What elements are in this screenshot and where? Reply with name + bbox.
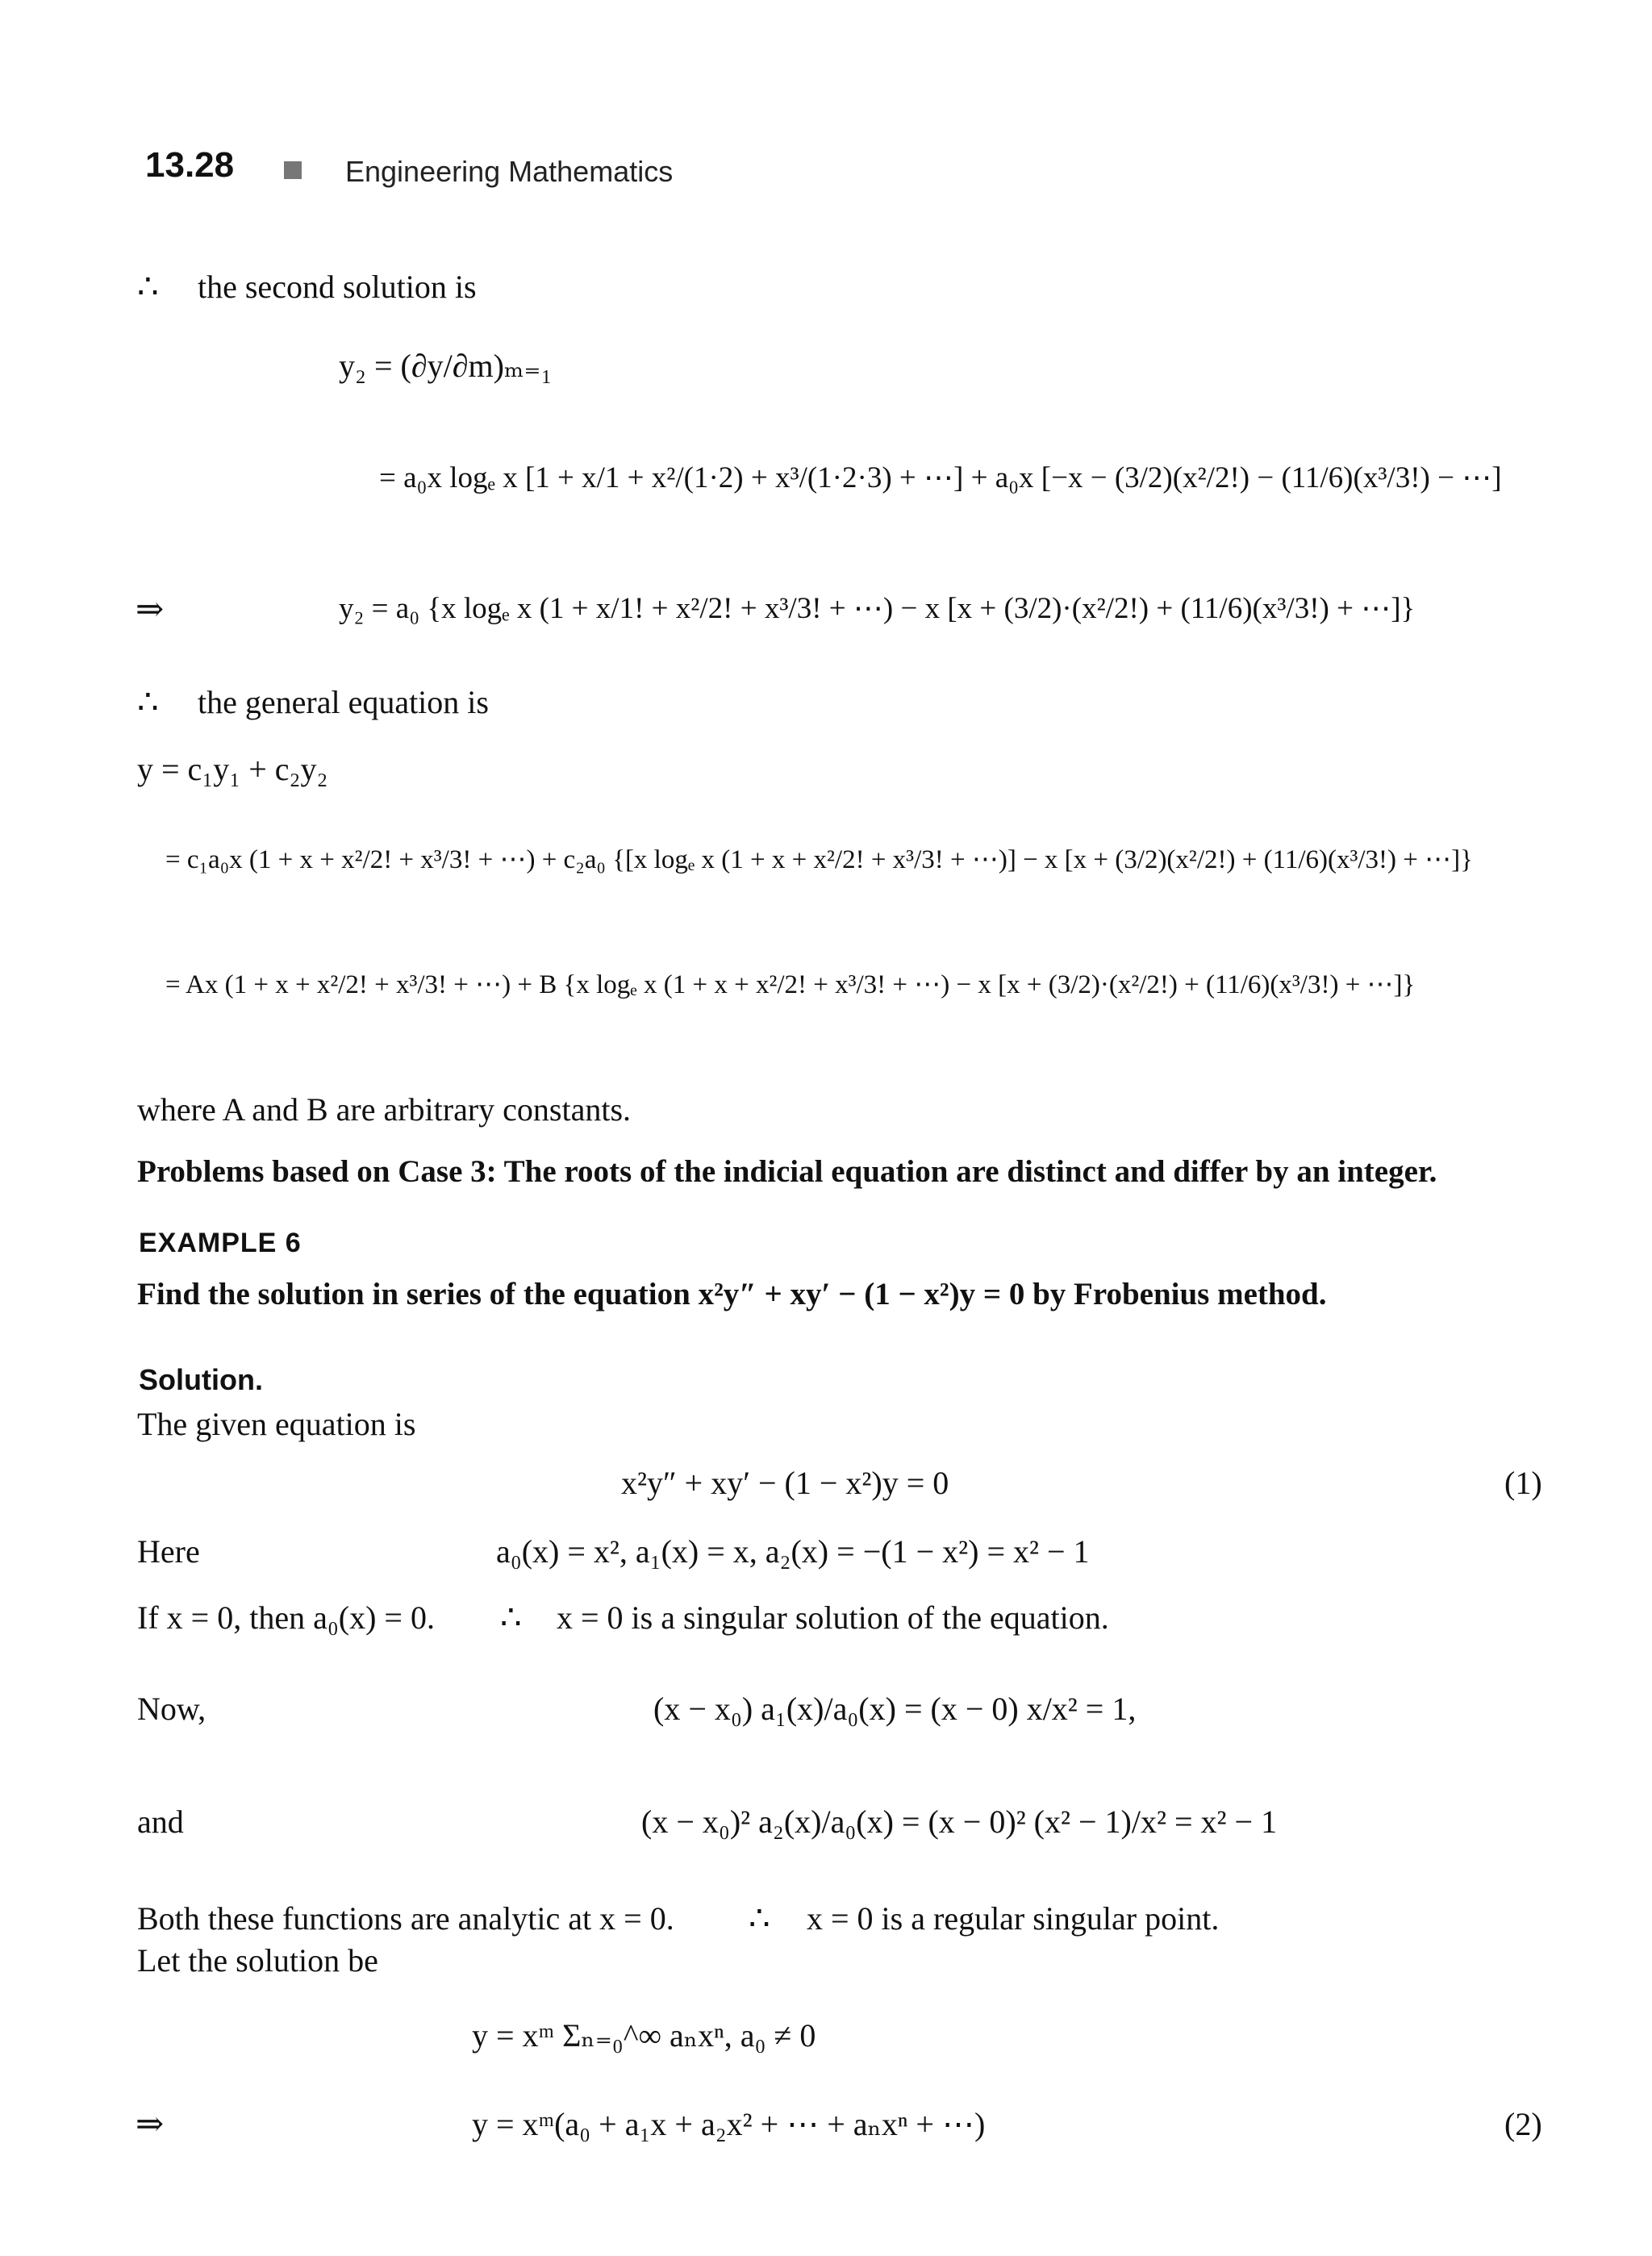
equation-2-number: (2) (1504, 2106, 1542, 2142)
ratio-equation-2: (x − x₀)² a₂(x)/a₀(x) = (x − 0)² (x² − 1)/x² = x² − 1 (641, 1804, 1278, 1840)
second-solution-intro: the second solution is (198, 269, 477, 305)
problems-heading: Problems based on Case 3: The roots of the indicial equation are distinct and differ by an integer. (137, 1154, 1437, 1189)
implies-symbol: ⇒ (136, 591, 165, 628)
equation-1: x²y″ + xy′ − (1 − x²)y = 0 (621, 1465, 949, 1501)
here-label: Here (137, 1533, 200, 1570)
page-number: 13.28 (145, 145, 235, 185)
singular-conclusion: x = 0 is a singular solution of the equation. (557, 1599, 1109, 1636)
equation-general: y = c₁y₁ + c₂y₂ (137, 751, 328, 787)
regular-singular-conclusion: x = 0 is a regular singular point. (807, 1900, 1220, 1937)
series-solution-equation: y = xᵐ Σₙ₌₀^∞ aₙxⁿ, a₀ ≠ 0 (472, 2017, 816, 2054)
equation-y2-final: y₂ = a₀ {x logₑ x (1 + x/1! + x²/2! + x³/3! + ⋯) − x [x + (3/2)·(x²/2!) + (11/6)(x³/3!) + ⋯]} (339, 592, 1416, 625)
let-solution-intro: Let the solution be (137, 1942, 378, 1979)
example-statement: Find the solution in series of the equation x²y″ + xy′ − (1 − x²)y = 0 by Frobenius method. (137, 1277, 1327, 1311)
solution-label: Solution. (139, 1363, 263, 1396)
now-label: Now, (137, 1691, 206, 1727)
equation-y2-definition: y₂ = (∂y/∂m)ₘ₌₁ (339, 348, 553, 384)
equation-y2-expansion: = a₀x logₑ x [1 + x/1 + x²/(1·2) + x³/(1·2·3) + ⋯] + a₀x [−x − (3/2)(x²/2!) − (11/6)(x³/3!) − ⋯] (379, 461, 1502, 494)
therefore-symbol: ∴ (137, 269, 159, 306)
ratio-equation-1: (x − x₀) a₁(x)/a₀(x) = (x − 0) x/x² = 1, (653, 1691, 1137, 1727)
equation-general-AB: = Ax (1 + x + x²/2! + x³/3! + ⋯) + B {x logₑ x (1 + x + x²/2! + x³/3! + ⋯) − x [x + (3/2)·(x²/2!) + (11/6)(x³/3!) + ⋯]} (165, 970, 1416, 999)
therefore-symbol: ∴ (749, 1900, 770, 1937)
arbitrary-constants-note: where A and B are arbitrary constants. (137, 1091, 632, 1128)
given-equation-intro: The given equation is (137, 1406, 416, 1442)
therefore-symbol: ∴ (500, 1599, 522, 1637)
analytic-statement: Both these functions are analytic at x = 0. (137, 1900, 674, 1937)
general-equation-intro: the general equation is (198, 684, 489, 720)
equation-general-expansion: = c₁a₀x (1 + x + x²/2! + x³/3! + ⋯) + c₂a₀ {[x logₑ x (1 + x + x²/2! + x³/3! + ⋯)] − x [x + (3/2)(x²/2!) + (11/6)(x³/3!) + ⋯]} (165, 845, 1473, 874)
example-label: EXAMPLE 6 (139, 1228, 302, 1258)
therefore-symbol: ∴ (137, 684, 159, 721)
running-title: Engineering Mathematics (345, 155, 674, 188)
header-square-icon (284, 161, 302, 179)
equation-2: y = xᵐ(a₀ + a₁x + a₂x² + ⋯ + aₙxⁿ + ⋯) (472, 2106, 986, 2142)
equation-1-number: (1) (1504, 1465, 1542, 1501)
singular-condition: If x = 0, then a₀(x) = 0. (137, 1599, 435, 1636)
coefficients-equation: a₀(x) = x², a₁(x) = x, a₂(x) = −(1 − x²) = x² − 1 (496, 1533, 1090, 1570)
implies-symbol: ⇒ (136, 2106, 165, 2143)
and-label: and (137, 1804, 184, 1840)
